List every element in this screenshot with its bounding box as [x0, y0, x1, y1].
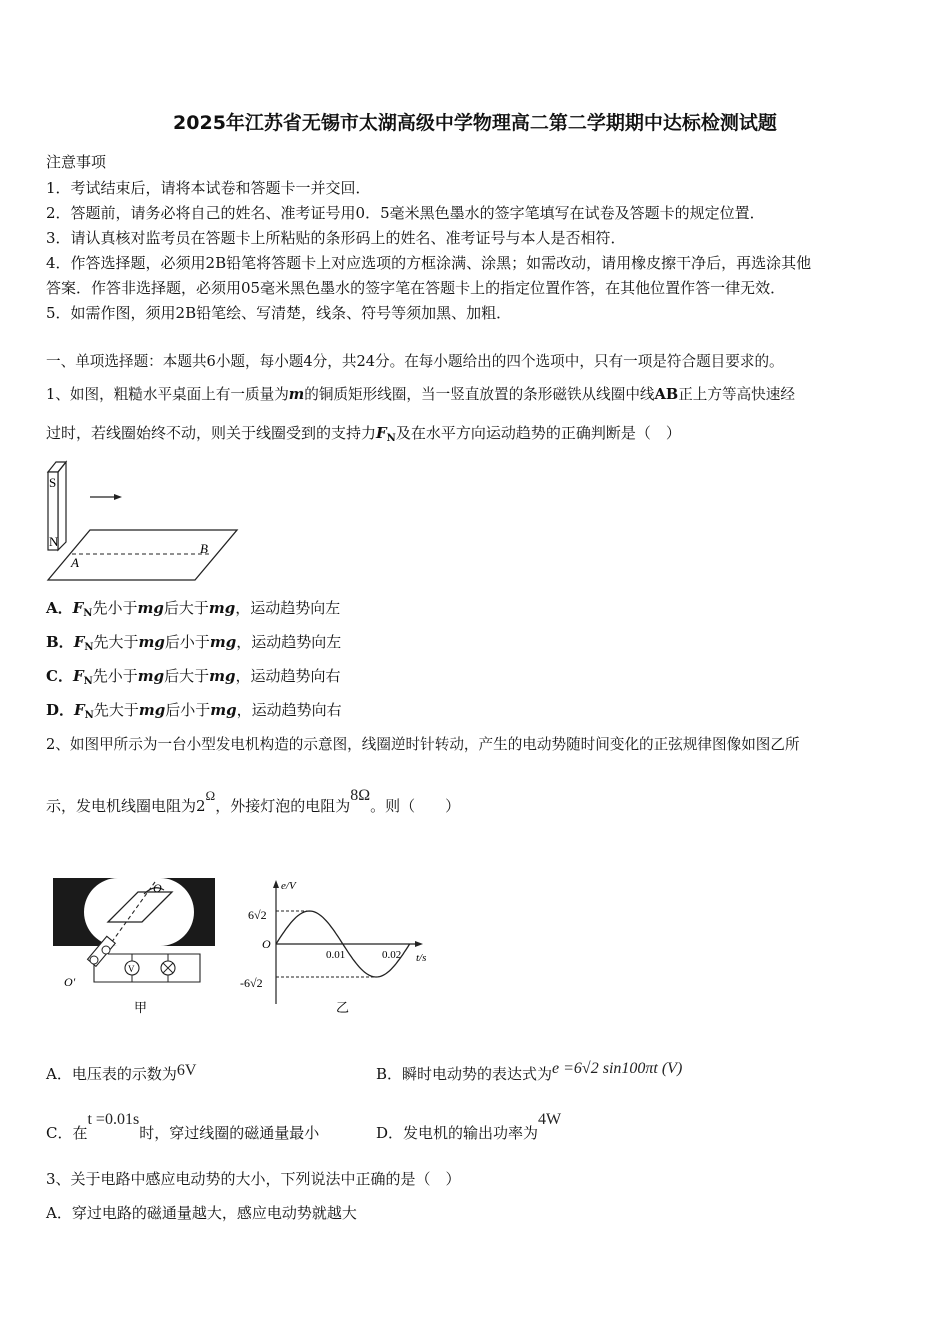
chart-xlabel: t/s	[416, 952, 427, 964]
q2-stem-line2: 示，发电机线圈电阻为2Ω，外接灯泡的电阻为8Ω。则（ ）	[46, 787, 461, 815]
magnet-n-label: N	[49, 534, 59, 549]
motion-arrow-head	[114, 494, 122, 500]
notice-item: 5．如需作图，须用2B铅笔绘、写清楚，线条、符号等须加黑、加粗．	[46, 304, 512, 322]
axis-label-o-top: O	[153, 881, 162, 895]
q1-option-b[interactable]: B．$F_N$先大于mg后小于mg，运动趋势向左	[46, 633, 342, 653]
brush-right	[102, 946, 110, 954]
notice-item: 答案．作答非选择题，必须用05毫米黑色墨水的签字笔在答题卡上的指定位置作答，在其他位置作答一律无效．	[46, 279, 786, 297]
q1-option-a[interactable]: A．$F_N$先小于mg后大于mg，运动趋势向左	[46, 599, 341, 619]
q1-option-d[interactable]: D．$F_N$先大于mg后小于mg，运动趋势向右	[46, 701, 342, 721]
q2-option-d[interactable]: D．发电机的输出功率为4W	[376, 1111, 562, 1142]
q3-stem: 3、关于电路中感应电动势的大小，下列说法中正确的是（ ）	[46, 1170, 461, 1188]
coil-label-b: B	[200, 541, 208, 556]
chart-xtick-1: 0.01	[326, 949, 346, 961]
notice-item: 3．请认真核对监考员在答题卡上所粘贴的条形码上的姓名、准考证号与本人是否相符．	[46, 229, 626, 247]
chart-ytick-top: 6√2	[248, 908, 267, 922]
chart-origin: O	[262, 937, 271, 951]
coil-label-a: A	[71, 555, 79, 570]
magnet-pole-left	[53, 878, 118, 946]
notice-item: 2．答题前，请务必将自己的姓名、准考证号用0．5毫米黑色墨水的签字笔填写在试卷及答题卡的规定位置．	[46, 204, 765, 222]
q2-stem-line1: 2、如图甲所示为一台小型发电机构造的示意图，线圈逆时针转动，产生的电动势随时间变化的正弦规律图像如图乙所	[46, 736, 800, 753]
figure-label-yi: 乙	[336, 1000, 350, 1015]
chart-xtick-2: 0.02	[382, 949, 402, 961]
magnet-top-face	[48, 462, 66, 472]
external-circuit	[94, 954, 200, 982]
q1-stem-line2: 过时，若线圈始终不动，则关于线圈受到的支持力$F_N$及在水平方向运动趋势的正确判断是（ ）	[46, 424, 681, 444]
q2-emf-chart	[240, 874, 430, 1020]
notice-heading: 注意事项	[46, 153, 107, 171]
chart-x-axis-arrow	[415, 941, 423, 947]
q2-option-c[interactable]: C．在t =0.01s时，穿过线圈的磁通量最小	[46, 1111, 320, 1142]
axis-label-o-bottom: O'	[64, 975, 76, 989]
q2-generator-figure	[50, 874, 220, 1020]
notice-item: 1．考试结束后，请将本试卷和答题卡一并交回．	[46, 179, 371, 197]
magnet-s-label: S	[49, 475, 57, 490]
page-title: 2025年江苏省无锡市太湖高级中学物理高二第二学期期中达标检测试题	[173, 112, 777, 134]
q3-option-a[interactable]: A．穿过电路的磁通量越大，感应电动势就越大	[46, 1204, 357, 1222]
chart-ytick-bottom: -6√2	[240, 976, 263, 990]
q2-option-a[interactable]: A．电压表的示数为6V	[46, 1062, 197, 1083]
notice-item: 4．作答选择题，必须用2B铅笔将答题卡上对应选项的方框涂满、涂黑；如需改动，请用橡皮擦干净后，再选涂其他	[46, 254, 812, 272]
figure-label-jia: 甲	[134, 1000, 148, 1015]
magnet-side-face	[58, 462, 66, 550]
chart-y-axis-arrow	[273, 880, 279, 888]
chart-ylabel: e/V	[281, 880, 296, 892]
q1-magnet-coil-figure	[44, 460, 244, 585]
q1-option-c[interactable]: C．$F_N$先小于mg后大于mg，运动趋势向右	[46, 667, 341, 687]
section-heading: 一、单项选择题：本题共6小题，每小题4分，共24分。在每小题给出的四个选项中，只有一项是符合题目要求的。	[46, 353, 784, 370]
voltmeter-label: V	[128, 964, 135, 974]
q1-stem-line1: 1、如图，粗糙水平桌面上有一质量为m的铜质矩形线圈，当一竖直放置的条形磁铁从线圈中线AB正上方等高快速经	[46, 386, 795, 403]
q2-option-b[interactable]: B．瞬时电动势的表达式为e =6√2 sin100πt (V)	[376, 1060, 683, 1083]
brush-left	[90, 956, 98, 964]
